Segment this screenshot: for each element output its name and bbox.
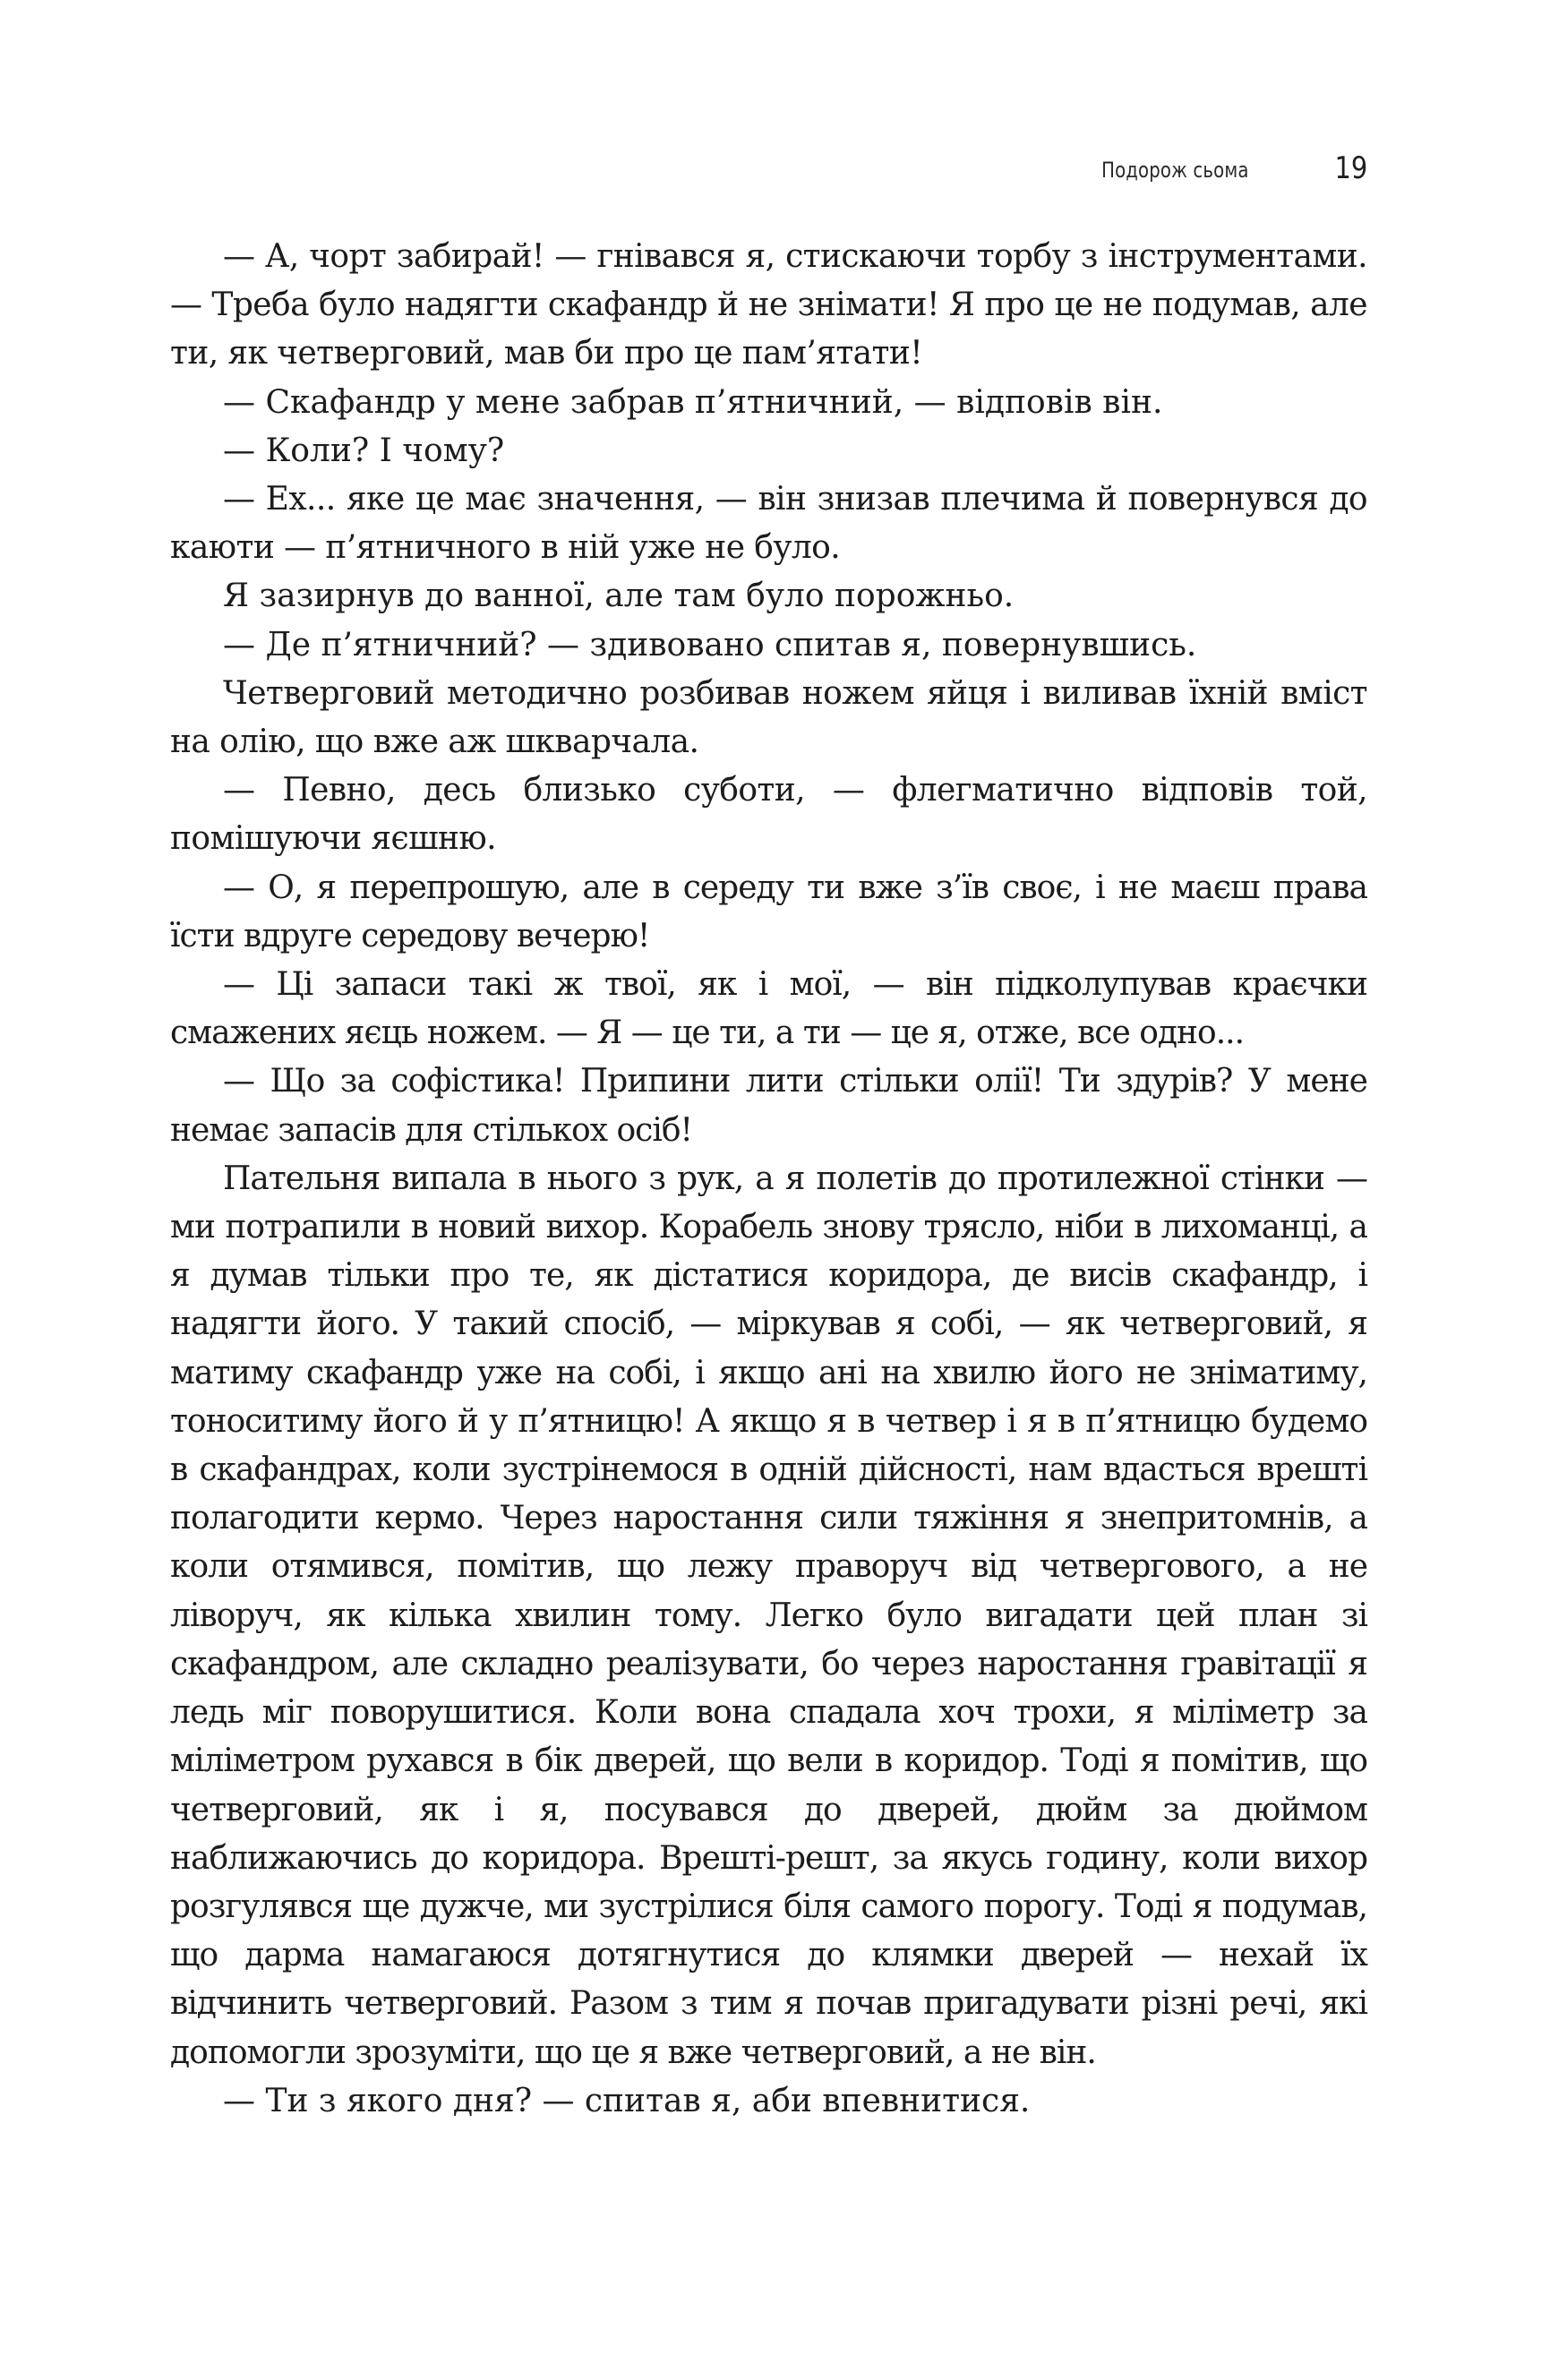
body-text	[170, 233, 1367, 2292]
page-number: 19	[1334, 150, 1367, 186]
paragraph: — Певно, десь близько суботи, — флегматично відповів той, помішуючи яєшню.	[170, 772, 1367, 858]
running-header	[170, 150, 1367, 195]
chapter-title: Подорож сьома	[1101, 158, 1249, 183]
paragraph: — Коли? І чому?	[223, 432, 505, 469]
paragraph: — Скафандр у мене забрав п’ятничний, — відповів він.	[223, 383, 1163, 421]
paragraph: — Ех... яке це має значення, — він знизав плечима й повернувся до каюти — п’ятничного в ній уже не було.	[170, 481, 1367, 567]
paragraph: — А, чорт забирай! — гнівався я, стискаючи торбу з інструментами. — Треба було надягти скафандр й не знімати! Я про це не подумав, але ти, як четверговий, мав би про це пам’ятати!	[170, 238, 1367, 372]
paragraph: — О, я перепрошую, але в середу ти вже з’їв своє, і не маєш права їсти вдруге середову вечерю!	[170, 869, 1367, 955]
paragraph: Я зазирнув до ванної, але там було порожньо.	[223, 578, 1015, 615]
paragraph: — Де п’ятничний? — здивовано спитав я, повернувшись.	[223, 626, 1197, 663]
paragraph: Четверговий методично розбивав ножем яйця і виливав їхній вміст на олію, що вже аж шкварчала.	[170, 674, 1367, 761]
paragraph: — Що за софістика! Припини лити стільки олії! Ти здурів? У мене немає запасів для стількох осіб!	[170, 1063, 1367, 1149]
paragraph: Пательня випала в нього з рук, а я полетів до протилежної стінки — ми потрапили в новий вихор. Корабель знову трясло, ніби в лихоманці, а я думав тільки про те, як дістатися коридора, де висів скафандр, і надягти його. У такий спосіб, — міркував я собі, — як четверговий, я матиму скафандр уже на собі, і якщо ані на хвилю його не зніматиму, тоноситиму його й у п’ятницю! А якщо я в четвер і я в п’ятницю будемо в скафандрах, коли зустрінемося в одній дійсності, нам вдасться врешті полагодити кермо. Через наростання сили тяжіння я знепритомнів, а коли отямився, помітив, що лежу праворуч від четвергового, а не ліворуч, як кілька хвилин тому. Легко було вигадати цей план зі скафандром, але складно реалізувати, бо через наростання гравітації я ледь міг поворушитися. Коли вона спадала хоч трохи, я міліметр за міліметром рухався в бік дверей, що вели в коридор. Тоді я помітив, що четверговий, як і я, посувався до дверей, дюйм за дюймом наближаючись до коридора. Врешті-решт, за якусь годину, коли вихор розгулявся ще дужче, ми зустрілися біля самого порогу. Тоді я подумав, що дарма намагаюся дотягнутися до клямки дверей — нехай їх відчинить четверговий. Разом з тим я почав пригадувати різні речі, які допомогли зрозуміти, що це я вже четверговий, а не він.	[170, 1160, 1367, 2071]
paragraph: — Ці запаси такі ж твої, як і мої, — він підколупував краєчки смажених яєць ножем. — Я — це ти, а ти — це я, отже, все одно...	[170, 966, 1367, 1052]
paragraph: — Ти з якого дня? — спитав я, аби впевнитися.	[223, 2082, 1031, 2119]
